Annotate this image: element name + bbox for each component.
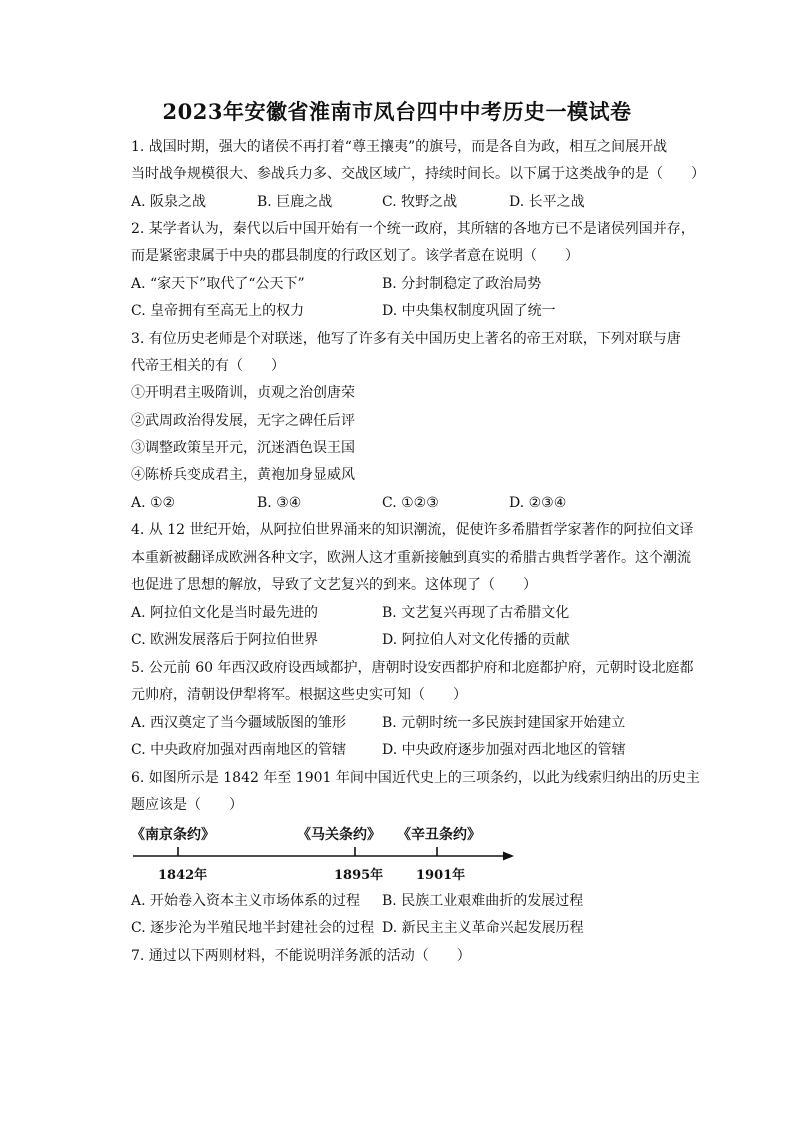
q4-stem-line1: 4. 从 12 世纪开始，从阿拉伯世界涌来的知识潮流，促使许多希腊哲学家著作的阿拉伯文译 xyxy=(131,522,694,538)
q1-option-d: D. 长平之战 xyxy=(509,194,585,210)
q6-stem-line1: 6. 如图所示是 1842 年至 1901 年间中国近代史上的三项条约，以此为线索归纳出的历史主 xyxy=(131,770,700,786)
q5-option-b: B. 元朝时统一多民族封建国家开始建立 xyxy=(382,715,626,731)
q3-option-d: D. ②③④ xyxy=(509,495,567,511)
q4-option-d: D. 阿拉伯人对文化传播的贡献 xyxy=(382,632,570,648)
q3-item-4: ④陈桥兵变成君主，黄袍加身显威风 xyxy=(131,467,355,483)
q3-stem-line2: 代帝王相关的有（ ） xyxy=(131,358,285,374)
q2-stem-line2: 而是紧密隶属于中央的郡县制度的行政区划了。该学者意在说明（ ） xyxy=(131,248,579,264)
q4-option-b: B. 文艺复兴再现了古希腊文化 xyxy=(382,605,570,621)
q1-stem-line1: 1. 战国时期，强大的诸侯不再打着“尊王攘夷”的旗号，而是各自为政，相互之间展开战 xyxy=(131,139,668,155)
timeline-year-1901: 1901年 xyxy=(416,868,466,883)
q4-option-c: C. 欧洲发展落后于阿拉伯世界 xyxy=(131,632,319,648)
timeline-event-label-xinchou: 《辛丑条约》 xyxy=(397,827,481,843)
q2-option-b: B. 分封制稳定了政治局势 xyxy=(382,276,542,292)
timeline-event-label-maguan: 《马关条约》 xyxy=(297,827,381,843)
q3-item-1: ①开明君主吸隋训，贞观之治创唐荣 xyxy=(131,385,355,401)
q1-stem-line2: 当时战争规模很大、参战兵力多、交战区域广，持续时间长。以下属于这类战争的是（ ） xyxy=(131,166,705,182)
timeline-arrow-icon xyxy=(503,852,514,861)
q4-stem-line2: 本重新被翻译成欧洲各种文字，欧洲人这才重新接触到真实的希腊古典哲学著作。这个潮流 xyxy=(131,550,691,566)
q3-item-2: ②武周政治得发展，无字之碑任后评 xyxy=(131,413,355,429)
q5-option-a: A. 西汉奠定了当今疆域版图的雏形 xyxy=(131,715,347,731)
q6-option-d: D. 新民主主义革命兴起发展历程 xyxy=(382,920,584,936)
q3-option-b: B. ③④ xyxy=(257,495,302,511)
q4-stem-line3: 也促进了思想的解放，导致了文艺复兴的到来。这体现了（ ） xyxy=(131,577,537,593)
q6-stem-line2: 题应该是（ ） xyxy=(131,797,243,813)
q7-stem-line1: 7. 通过以下两则材料，不能说明洋务派的活动（ ） xyxy=(131,948,471,964)
q3-option-a: A. ①② xyxy=(131,495,176,511)
timeline-year-1842: 1842年 xyxy=(158,868,208,883)
q1-option-c: C. 牧野之战 xyxy=(382,194,458,210)
q5-stem-line2: 元帅府，清朝设伊犁将军。根据这些史实可知（ ） xyxy=(131,687,467,703)
timeline-year-1895: 1895年 xyxy=(334,868,384,883)
q2-option-d: D. 中央集权制度巩固了统一 xyxy=(382,303,556,319)
q6-option-c: C. 逐步沦为半殖民地半封建社会的过程 xyxy=(131,920,375,936)
q3-item-3: ③调整政策呈开元，沉迷酒色误王国 xyxy=(131,440,355,456)
q3-stem-line1: 3. 有位历史老师是个对联迷，他写了许多有关中国历史上著名的帝王对联，下列对联与唐 xyxy=(131,331,681,347)
q6-option-a: A. 开始卷入资本主义市场体系的过程 xyxy=(131,893,361,909)
q5-option-d: D. 中央政府逐步加强对西北地区的管辖 xyxy=(382,742,626,758)
q3-option-c: C. ①②③ xyxy=(382,495,439,511)
q2-option-a: A. “家天下”取代了“公天下” xyxy=(131,276,305,292)
q1-option-a: A. 阪泉之战 xyxy=(131,194,207,210)
q2-option-c: C. 皇帝拥有至高无上的权力 xyxy=(131,303,305,319)
q5-option-c: C. 中央政府加强对西南地区的管辖 xyxy=(131,742,347,758)
exam-title: 2023年安徽省淮南市凤台四中中考历史一模试卷 xyxy=(162,99,632,124)
q4-option-a: A. 阿拉伯文化是当时最先进的 xyxy=(131,605,319,621)
q5-stem-line1: 5. 公元前 60 年西汉政府设西域都护，唐朝时设安西都护府和北庭都护府，元朝时设北庭都 xyxy=(131,660,694,676)
q6-option-b: B. 民族工业艰难曲折的发展过程 xyxy=(382,893,584,909)
q1-option-b: B. 巨鹿之战 xyxy=(257,194,333,210)
q2-stem-line1: 2. 某学者认为，秦代以后中国开始有一个统一政府，其所辖的各地方已不是诸侯列国并存， xyxy=(131,221,695,237)
timeline-event-label-nanjing: 《南京条约》 xyxy=(131,827,215,843)
